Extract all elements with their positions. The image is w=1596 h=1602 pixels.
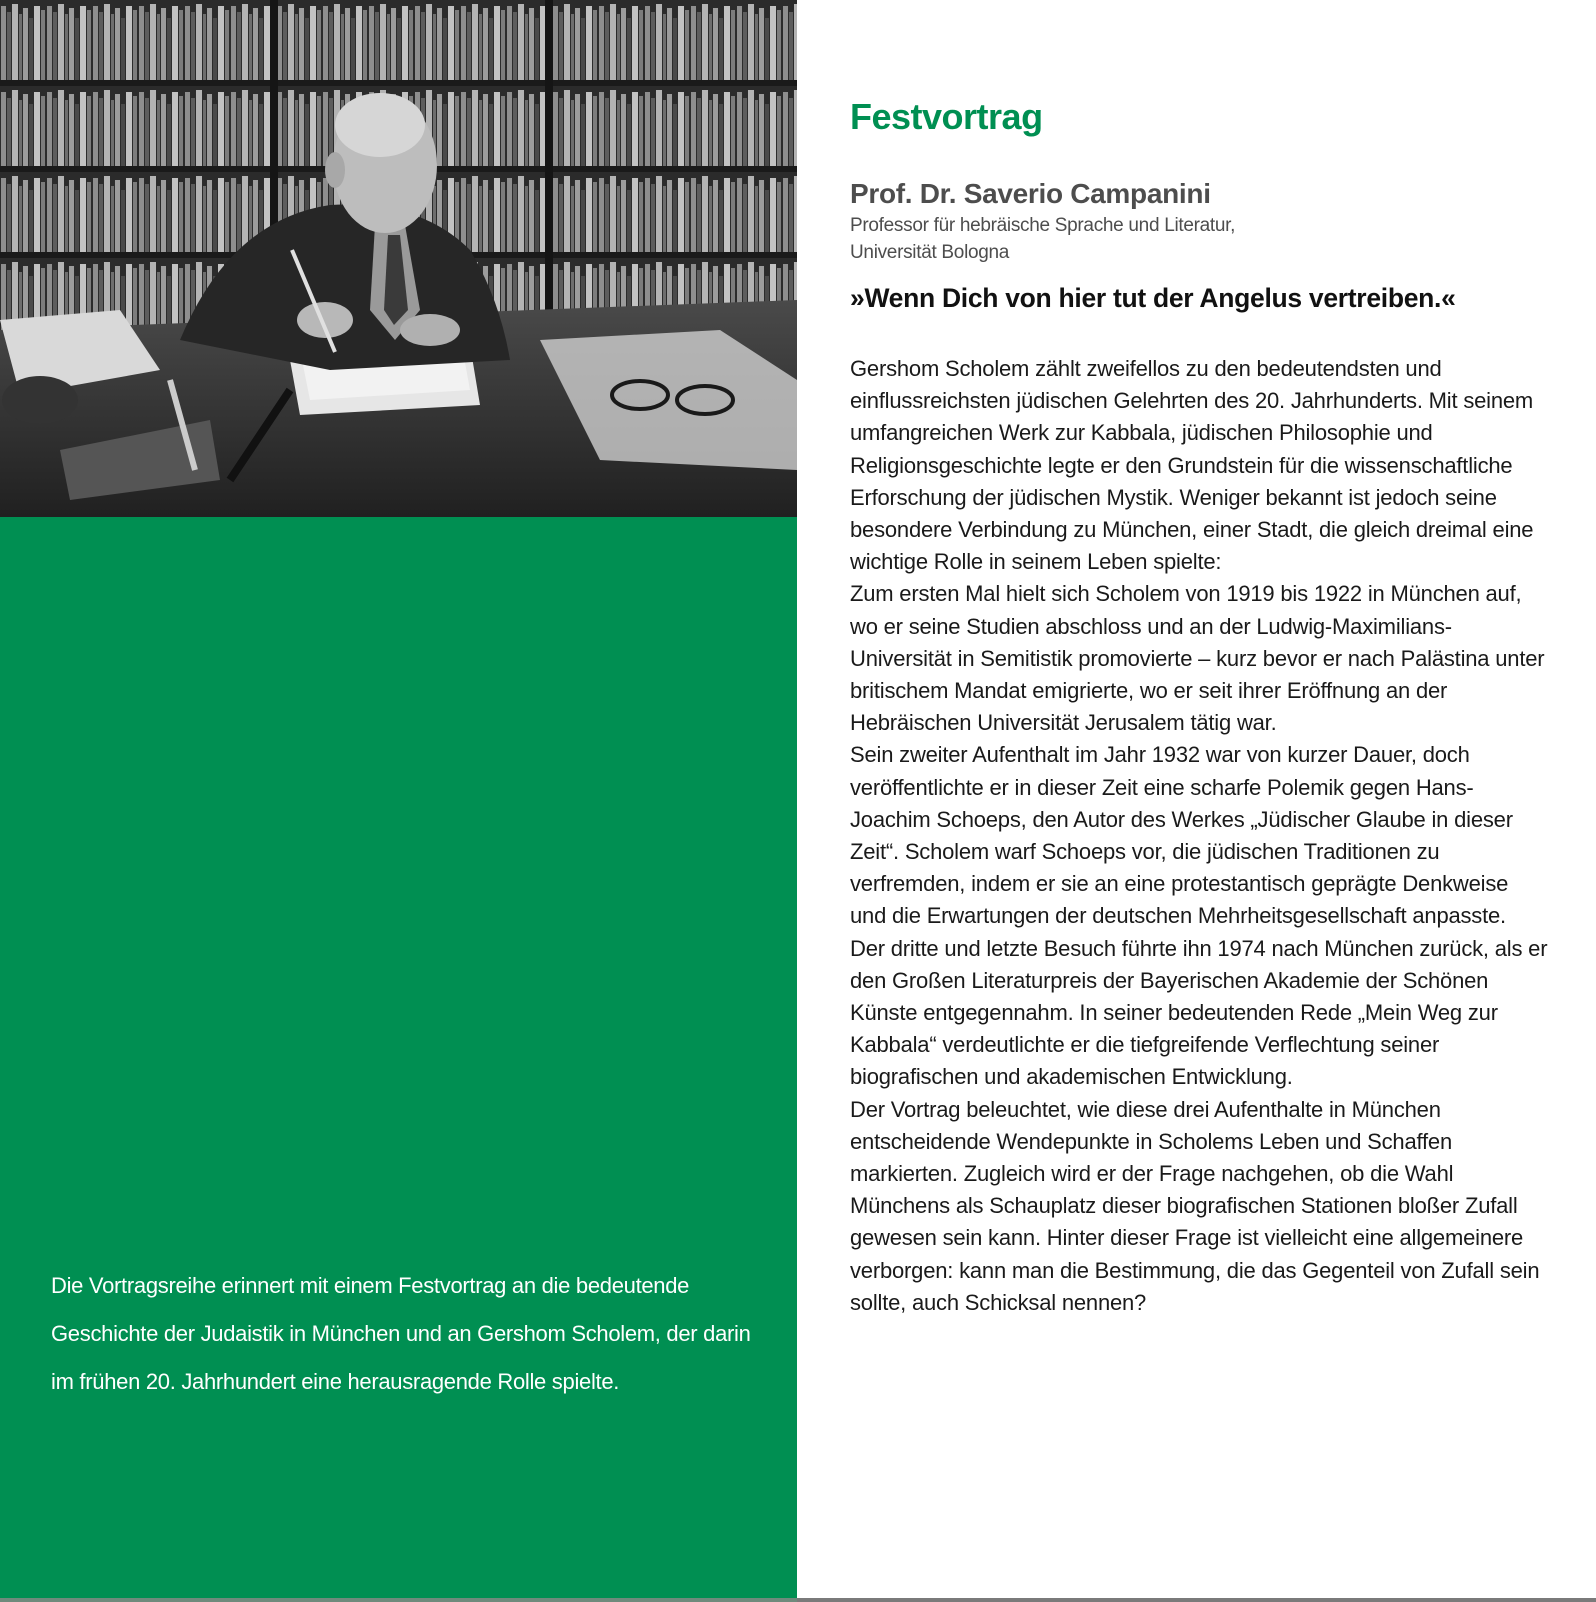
left-green-panel bbox=[0, 0, 797, 1602]
talk-title: »Wenn Dich von hier tut der Angelus vertreiben.« bbox=[850, 283, 1456, 313]
abstract-paragraph-3: Sein zweiter Aufenthalt im Jahr 1932 war von kurzer Dauer, doch veröffentlichte er in dieser Zeit eine scharfe Polemik gegen Hans-Joachim Schoeps, den Autor des Werkes „Jüdischer Glaube in dieser Zeit“. Scholem warf Schoeps vor, die jüdischen Traditionen zu verfremden, indem er sie an eine protestantisch geprägte Denkweise und die Erwartungen der deutschen Mehrheitsgesellschaft anpasste. bbox=[850, 742, 1513, 929]
photo-icon bbox=[0, 0, 797, 517]
abstract-paragraph-2: Zum ersten Mal hielt sich Scholem von 1919 bis 1922 in München auf, wo er seine Studien abschloss und an der Ludwig-Maximilians-Universität in Semitistik promovierte – kurz bevor er nach Palästina unter britischem Mandat emigrierte, wo er seit ihrer Eröffnung an der Hebräischen Universität Jerusalem tätig war. bbox=[850, 581, 1545, 736]
speaker-affiliation bbox=[850, 212, 1235, 266]
abstract-paragraph-4: Der dritte und letzte Besuch führte ihn 1974 nach München zurück, als er den Großen Literaturpreis der Bayerischen Akademie der Schönen Künste entgegennahm. In seiner bedeutenden Rede „Mein Weg zur Kabbala“ verdeutlichte er die tiefgreifende Verflechtung seiner biografischen und akademischen Entwicklung. bbox=[850, 935, 1548, 1090]
abstract-body bbox=[850, 353, 1550, 1319]
scholar-photo bbox=[0, 0, 797, 517]
bottom-edge-left bbox=[0, 1598, 797, 1602]
abstract-paragraph-1: Gershom Scholem zählt zweifellos zu den bedeutendsten und einflussreichsten jüdischen Gelehrten des 20. Jahrhunderts. Mit seinem umfangreichen Werk zur Kabbala, jüdischen Philosophie und Religionsgeschichte legte er den Grundstein für die wissenschaftliche Erforschung der jüdischen Mystik. Weniger bekannt ist jedoch seine besondere Verbindung zu München, einer Stadt, die gleich dreimal eine wichtige Rolle in seinem Leben spielte: bbox=[850, 356, 1534, 575]
section-title: Festvortrag bbox=[850, 96, 1043, 137]
speaker-role-line1: Professor für hebräische Sprache und Literatur, bbox=[850, 215, 1236, 236]
speaker-name: Prof. Dr. Saverio Campanini bbox=[850, 178, 1211, 209]
intro-text: Die Vortragsreihe erinnert mit einem Festvortrag an die bedeutende Geschichte der Judaistik in München und an Gershom Scholem, der darin im frühen 20. Jahrhundert eine herausragende Rolle spielte. bbox=[51, 1273, 751, 1394]
speaker-role-line2: Universität Bologna bbox=[850, 242, 1010, 263]
abstract-paragraph-5: Der Vortrag beleuchtet, wie diese drei Aufenthalte in München entscheidende Wendepunkte in Scholems Leben und Schaffen markierten. Zugleich wird er der Frage nachgehen, ob die Wahl Münchens als Schauplatz dieser biografischen Stationen bloßer Zufall gewesen sein kann. Hinter dieser Frage ist vielleicht eine allgemeinere verborgen: kann man die Bestimmung, die das Gegenteil von Zufall sein sollte, auch Schicksal nennen? bbox=[850, 1096, 1540, 1315]
bottom-edge-right bbox=[797, 1598, 1596, 1602]
